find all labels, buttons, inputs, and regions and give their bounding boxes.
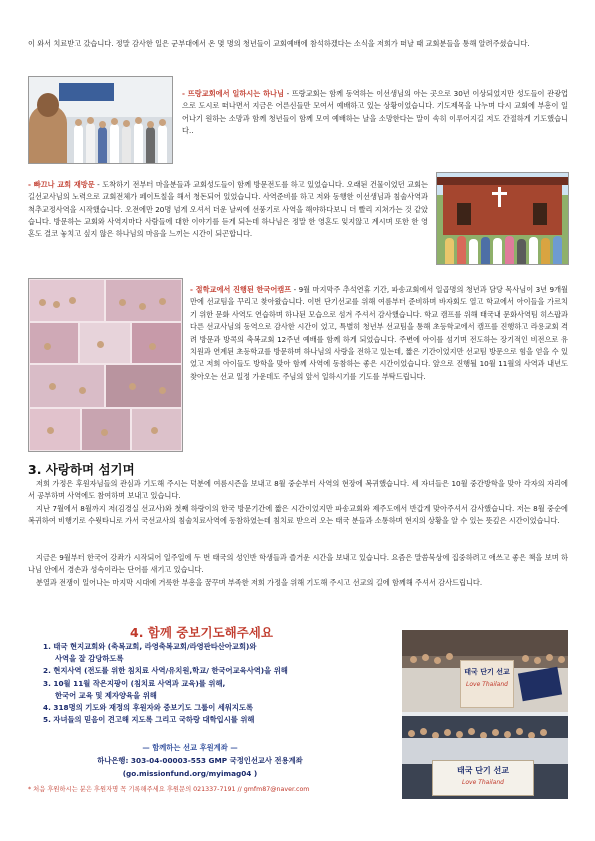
account-link[interactable]: (go.missionfund.org/myimag04 ) — [122, 769, 258, 778]
prayer-item: 3. 10월 11월 작은지팡이 (침치료 사역과 교육)를 위해, — [43, 678, 226, 688]
prayer-item: 1. 태국 현지교회와 (축복교회, 라영축복교회/라영판타산아교회)와 — [43, 642, 257, 651]
prayer-item: 한국어 교육 및 제자양육을 위해 — [55, 690, 157, 700]
section-korean-camp — [190, 284, 568, 383]
mission-team-photos — [402, 630, 568, 799]
prayer-item: 2. 현지사역 (전도를 위한 침치료 사역/유치원,학교/ 한국어교육사역)을 위해 — [43, 666, 288, 676]
section-pakna-church — [28, 179, 428, 240]
love-serve-paragraph: 저희 가정은 후원자님들의 관심과 기도해 주시는 덕분에 여름시즌을 보내고 8월 중순부터 사역의 현장에 복귀했습니다. 세 자녀들은 10월 중간방학을 맞아 각자의 자리에서 공부하며 사역에도 참여하며 보내고 있습니다. — [28, 479, 568, 501]
section-heading-prayer: 4. 함께 중보기도해주세요 — [130, 625, 273, 640]
account-heading: — 함께하는 선교 후원계좌 — — [142, 743, 238, 752]
banner-line: 태국 단기 선교 — [464, 668, 510, 676]
banner-line: Love Thailand — [462, 779, 504, 786]
intro-paragraph: 이 와서 치료받고 갔습니다. 정말 감사한 일은 군부대에서 온 몇 명의 청년들이 교회예배에 참석하겠다는 소식을 저희가 떠날 때 교회분들을 통해 알려주셨습니다. — [28, 39, 530, 48]
footer-note: * 처음 후원하시는 분은 후원자명 꼭 기록해주세요 후원문의 021337-7191 // gmfm87@naver.com — [28, 786, 310, 793]
team-group-photo-bottom — [402, 716, 568, 799]
team-group-photo-top — [402, 630, 568, 712]
prayer-item: 사역을 잘 감당하도록 — [55, 654, 124, 664]
prayer-list — [43, 641, 383, 726]
section-body: - 뜨랑교회는 함께 동역하는 이선생님의 아는 곳으로 30년 이상되었지만 성도들이 관광업으로 도시로 떠나면서 지금은 어른신들만 모여서 예배하고 있는 상황이었습니다. 기도제목을 나누며 다시 교회에 부흥이 일어나기 원하는 소망과 함께 청년들이 함께 모여 예배하는 날을 소망한다는 말이 속히 이루어지길 저도 간절하게 기도했습니다.. — [182, 89, 568, 135]
church-group-photo — [28, 76, 173, 164]
section-heading-love-serve: 3. 사랑하며 섬기며 — [28, 462, 135, 477]
section-trang-church — [182, 88, 568, 137]
prayer-item: 4. 318명의 기도와 재정의 후원자와 중보기도 그룹이 세워지도록 — [43, 703, 254, 713]
prayer-item: 5. 자녀들의 믿음이 견고해 지도록 그리고 국하랑 대학입시를 위해 — [43, 715, 255, 725]
section-title: - 빠끄나 교회 재방문 — [28, 180, 95, 189]
banner-line: 태국 단기 선교 — [457, 766, 509, 775]
love-serve-paragraph: 지난 7월에서 8월까지 저(김경실 선교사)와 첫째 하랑이의 한국 방문기간에 짧은 시간이었지만 파송교회와 제주도에서 반갑게 맞아주셔서 감사했습니다. 저는 8월 중순에 복귀하여 비행기로 수웟타니로 가서 국선교사의 침술치료사역에 동참하였는데 침치료 받으러 오는 태국 분들과 소통하며 현지의 상황을 알 수 있는 뜻깊은 시간이었습니다. — [28, 504, 568, 526]
section-body: - 9월 마지막주 추석연휴 기간, 파송교회에서 일곱명의 청년과 담당 목사님이 3년 9개월 만에 선교팀을 꾸리고 찾아왔습니다. 이번 단기선교를 위해 여름부터 준비하며 바자회도 열고 학교에서 아이들을 가르치기 위한 문화 사역도 연습하며 하나된 모습으로 섬겨 주셔서 감사했습니다. 학교 캠프를 위해 태국내 문화사역팀 히스팝과 다른 선교사님의 동역으로 감사한 시간이 었고, 특별히 청년부 선교팀을 통해 초등학교에서 캠프를 진행하고 라용교회 격려 방문과 방콕의 축복교회 12주년 예배를 함께 하게 되었습니다. 주변에 아이를 섬기며 전도하는 장기적인 비전으로 유치원과 연계된 초등학교를 방문하며 하나님의 사랑을 전하고 있는데, 짧은 기간이었지만 선교팀 방문으로 힘을 얻을 수 있었고 저희 아이들도 방학을 맞아 함께 사역에 동참하는 좋은 시간이었습니다. 앞으로 진행될 10월 11월의 사역과 내년도 찾아오는 선교 일정 가운데도 주님의 앞서 일하시기를 기도를 부탁드립니다. — [190, 285, 568, 381]
banner-line: Love Thailand — [466, 681, 508, 688]
section-body: - 도착하기 전부터 마을분들과 교회성도들이 함께 방문전도를 하고 있었습니다. 오래된 건물이었던 교회는 길선교사님의 노력으로 교회전체가 페이트칠을 해서 청돈되어 있었습니다. 사역준비를 하고 저와 동행한 이선생님과 침술사역과 척추교정사역을 시작했습니다. 오전에만 20명 넘게 오셔서 더운 날씨에 선풍기로 사역을 해야하다보니 더 빨리 지쳐가는 것 같았습니다. 방문하는 교회와 사역지마다 사람들에 대한 이야기를 듣게 되는데 하나님은 정말 한 영혼도 잊지않고 계시며 또한 한 영혼도 결코 놓치고 싶지 않은 하나님의 마음을 느끼는 시간이 되곤합니다. — [28, 180, 428, 239]
section-title: - 절학교에서 진행된 한국어캠프 — [190, 285, 292, 294]
korean-camp-collage-photo — [28, 278, 183, 452]
wooden-church-photo — [436, 172, 569, 265]
love-serve-paragraph: 지금은 9월부터 한국어 강좌가 시작되어 일주일에 두 번 태국의 성인반 학생들과 즐거운 시간을 보내고 있습니다. 요즘은 말씀묵상에 집중하려고 애쓰고 좋은 책을 보며 하나님 안에서 경손과 성숙이라는 단어를 새기고 있습니다. — [28, 553, 568, 575]
love-serve-paragraph: 분열과 전쟁이 일어나는 마지막 시대에 거룩한 부흥을 꿈꾸며 부족한 저희 가정을 위해 기도해 주시고 선교의 길에 함께해 주셔서 감사드립니다. — [36, 578, 483, 587]
section-title: - 뜨랑교회에서 일하시는 하나님 — [182, 89, 284, 98]
account-bank: 하나은행: 303-04-00003-553 GMP 국정인선교사 전용계좌 — [97, 756, 303, 765]
